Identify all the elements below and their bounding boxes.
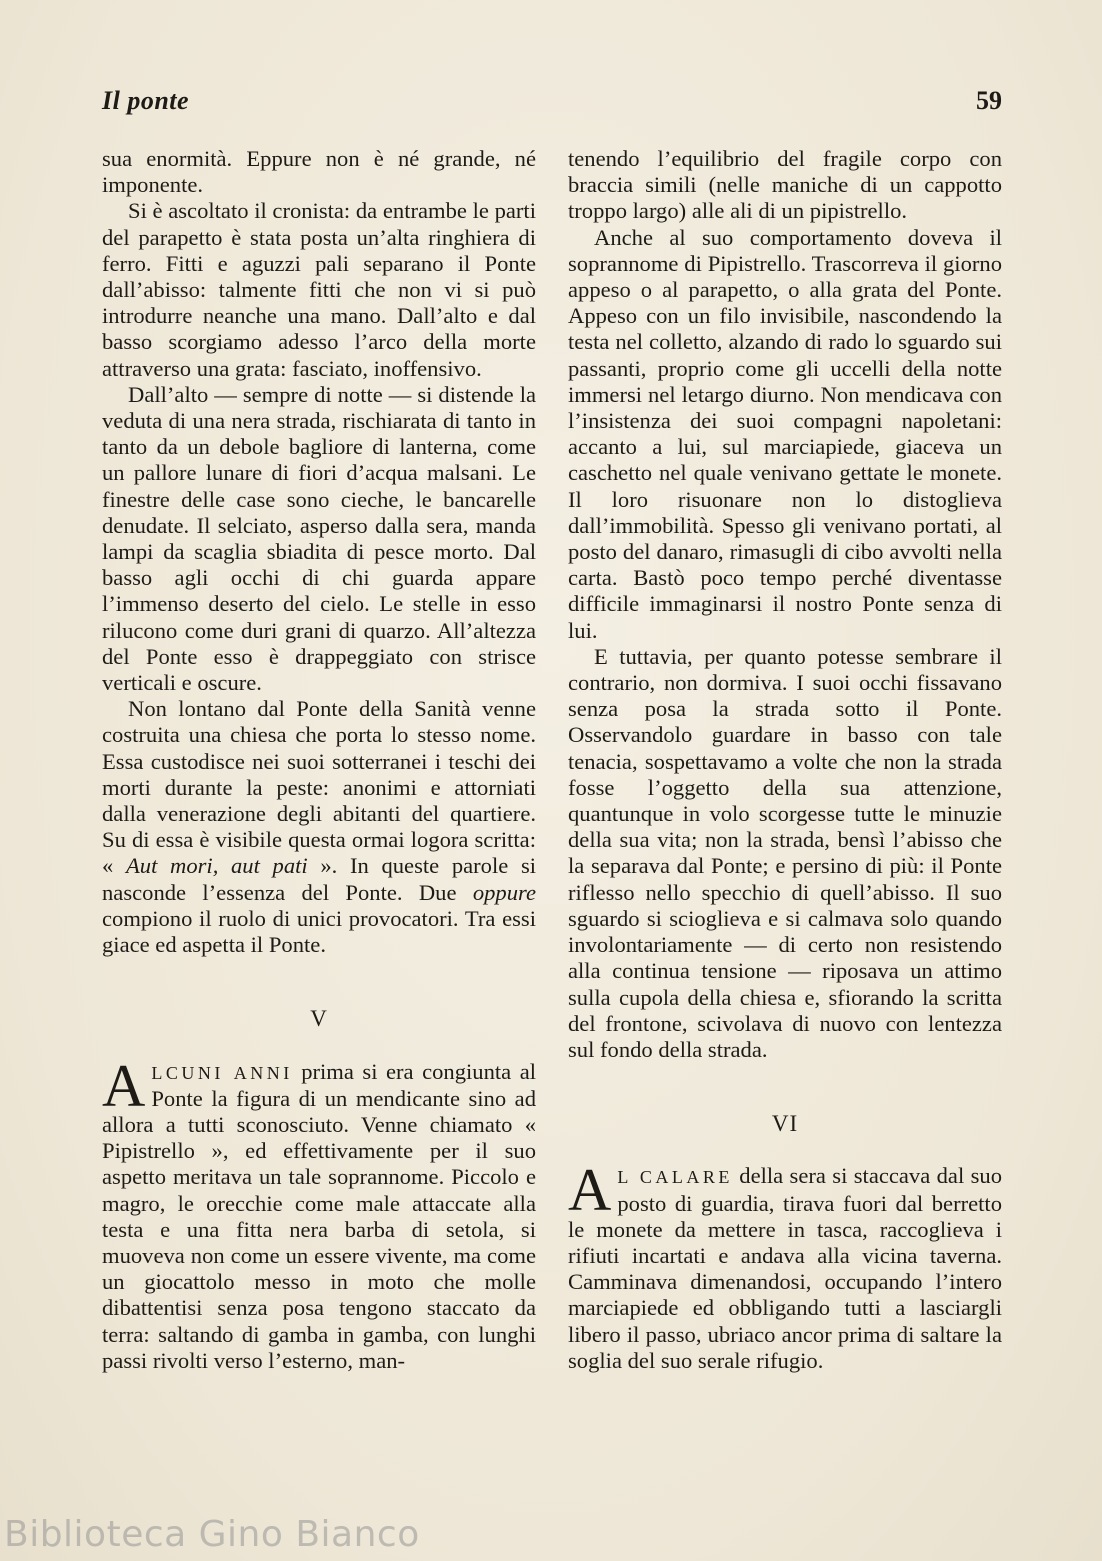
- paragraph: Si è ascoltato il cronista: da entrambe le parti del parapetto è stata posta un’alta ringhiera di ferro. Fitti e aguzzi pali separano il Ponte dall’abisso: talmente fitti che non vi si può introdurre neanche una mano. Dall’alto e dal basso scorgiamo adesso l’arco della morte attraverso una grata: fasciato, inoffensivo.: [102, 198, 536, 381]
- quote-close: ».: [307, 853, 350, 879]
- paragraph: [102, 696, 536, 958]
- paragraph-text: prima si era congiunta al Ponte la figura di un mendicante sino ad allora a tutti sconosciuto. Venne chiamato « Pipistrello », ed effettivamente per il suo aspetto meritava un tale soprannome. Piccolo e magro, le orecchie come male attaccate alla testa e una fitta nera barba di setola, si muoveva non come un essere vivente, ma come un giocattolo messo in moto che molle dibattentisi senza posa tengono staccato da terra: saltando di gamba in gamba, con lunghi passi rivolti verso l’esterno, man-: [102, 1058, 536, 1373]
- small-caps-lead: L CALARE: [617, 1167, 733, 1188]
- paragraph-text: della sera si staccava dal suo posto di guardia, tirava fuori dal berretto le monete da mettere in tasca, raccoglieva i rifiuti incartati e andava alla vicina taverna. Camminava dimenandosi, occupando l’intero marciapiede ed obbligando tutti a lasciargli libero il passo, ubriaco ancor prima di saltare la soglia del suo serale rifugio.: [568, 1163, 1002, 1373]
- drop-cap: A: [568, 1157, 612, 1224]
- section-heading-vi: VI: [771, 1111, 799, 1137]
- paragraph-text: In queste parole si nasconde l’essenza del Ponte. Due: [102, 853, 537, 905]
- quote-open: «: [102, 853, 126, 879]
- right-column: [568, 146, 1002, 1374]
- paragraph: [568, 1157, 1002, 1374]
- paragraph: E tuttavia, per quanto potesse sembrare il contrario, non dormiva. I suoi occhi fissavano senza posa la strada sotto il Ponte. Osservandolo guardare in basso con tale tenacia, sospettavamo a volte che non la strada fosse l’oggetto della sua attenzione, quantunque in volo scorgesse tutte le minuzie della sua vita; non la strada, bensì l’abisso che la separava dal Ponte; e persino di più: il Ponte riflesso nello specchio di quell’abisso. Il suo sguardo si scioglieva e si calmava solo quando involontariamente — di certo non resistendo alla continua tensione — riposava un attimo sulla cupola della chiesa e, sfiorando la scritta del frontone, scivolava di nuovo con lentezza sul fondo della strada.: [568, 643, 1002, 1062]
- paragraph-text: Non lontano dal Ponte della Sanità venne costruita una chiesa che porta lo stesso nome. Essa custodisce nei suoi sotterranei i teschi dei morti durante la peste: anonimi e attorniati dalla venerazione degli abitanti del quartiere. Su di essa è visibile questa ormai logora scritta:: [102, 696, 536, 853]
- paragraph: tenendo l’equilibrio del fragile corpo con braccia simili (nelle maniche di un cappotto troppo largo) alle ali di un pipistrello.: [568, 146, 1002, 224]
- drop-cap: A: [102, 1052, 146, 1119]
- page-number: 59: [976, 86, 1002, 115]
- paragraph: Dall’alto — sempre di notte — si distende la veduta di una nera strada, rischiarata di tanto in tanto da un debole bagliore di lanterna, come un pallore lunare di fiori d’acqua malsani. Le finestre delle case sono cieche, le bancarelle denudate. Il selciato, asperso dalla sera, manda lampi da scaglia sbiadita di pesce morto. Dal basso agli occhi di chi guarda appare l’immenso deserto del cielo. Le stelle in esso rilucono come duri grani di quarzo. All’altezza del Ponte esso è drappeggiato con strisce verticali e oscure.: [102, 381, 536, 696]
- latin-quote: Aut mori, aut pati: [125, 853, 308, 879]
- running-title: Il ponte: [102, 86, 190, 115]
- paragraph: [102, 1052, 536, 1374]
- library-watermark: Biblioteca Gino Bianco: [4, 1514, 420, 1555]
- paragraph: Anche al suo comportamento doveva il soprannome di Pipistrello. Trascorreva il giorno appeso o al parapetto, o alla grata del Ponte. Appeso con un filo invisibile, nascondendo la testa nel colletto, alzando di rado lo sguardo sui passanti, proprio come gli uccelli della notte immersi nel letargo diurno. Non mendicava con l’insistenza dei suoi compagni napoletani: accanto a lui, sul marciapiede, giaceva un caschetto nel quale venivano gettate le monete. Il loro risuonare non lo distoglieva dall’immobilità. Spesso gli venivano portati, al posto del danaro, rimasugli di cibo avvolti nella carta. Bastò poco tempo perché diventasse difficile immaginarsi il nostro Ponte senza di lui.: [568, 224, 1002, 643]
- paragraph-text: compiono il ruolo di unici provocatori. Tra essi giace ed aspetta il Ponte.: [102, 905, 536, 958]
- running-header: [102, 86, 1002, 122]
- paragraph: sua enormità. Eppure non è né grande, né imponente.: [102, 146, 536, 198]
- left-column: [102, 146, 536, 1374]
- section-heading-v: V: [310, 1006, 328, 1032]
- italic-word: oppure: [472, 879, 536, 905]
- small-caps-lead: LCUNI ANNI: [151, 1062, 293, 1083]
